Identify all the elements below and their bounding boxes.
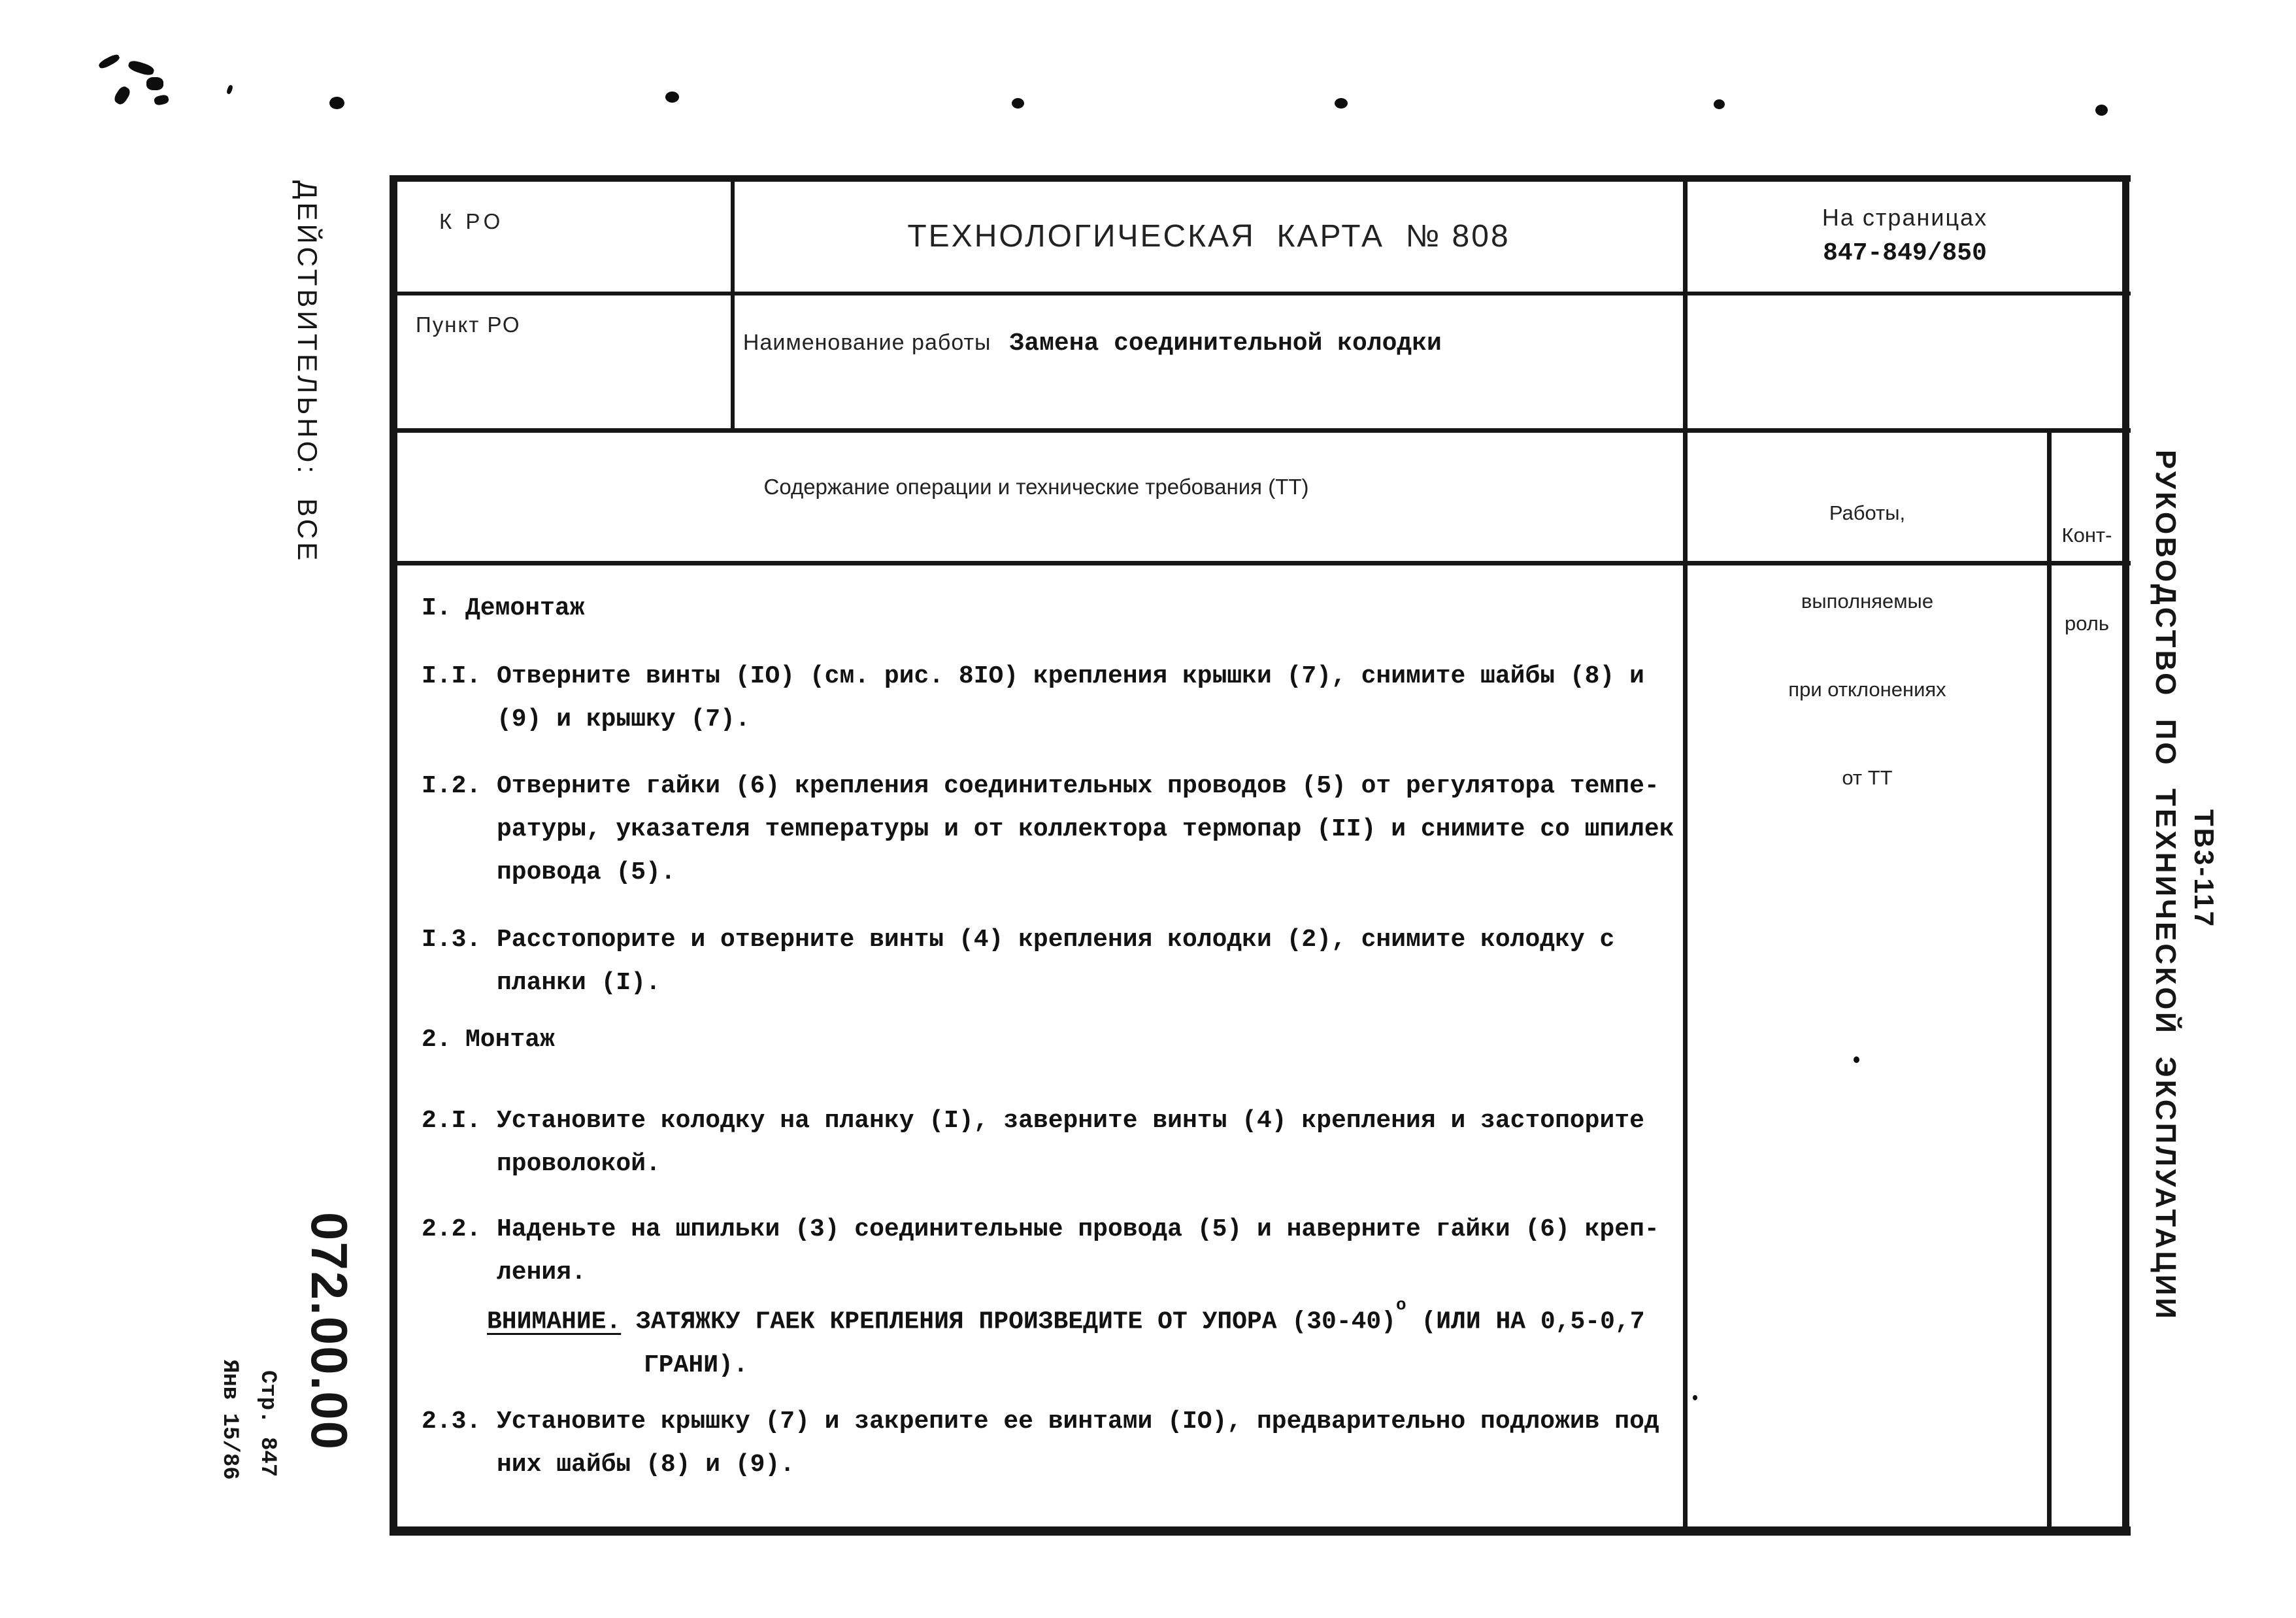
step-text-line: Монтаж xyxy=(465,1026,555,1054)
scan-dot xyxy=(1012,98,1024,109)
step-number: 2. xyxy=(422,1026,452,1054)
attention-line xyxy=(487,1293,1645,1344)
column-header-content: Содержание операции и технические требования (ТТ) xyxy=(763,475,1309,499)
scan-smudge xyxy=(154,94,169,106)
procedure-step xyxy=(422,1208,1659,1294)
step-text-line: Отверните гайки (6) крепления соединительных проводов (5) от регулятора темпе- xyxy=(497,772,1659,800)
column-header-deviations-line: от ТТ xyxy=(1842,766,1893,789)
scan-dot xyxy=(1854,1056,1859,1063)
column-header-control-line: Конт- xyxy=(2061,524,2112,547)
scan-smudge xyxy=(146,77,163,90)
scan-dot xyxy=(2095,105,2108,116)
step-text-line: ратуры, указателя температуры и от коллектора термопар (II) и снимите со шпилек xyxy=(497,815,1674,843)
step-number: 2.I. xyxy=(422,1107,482,1135)
k-ro-label: К РО xyxy=(439,209,505,233)
column-header-deviations-line: выполняемые xyxy=(1801,590,1934,613)
table-column-divider xyxy=(2047,428,2052,1536)
step-text-line: Демонтаж xyxy=(465,594,585,622)
step-number: 2.3. xyxy=(422,1407,482,1436)
column-header-control xyxy=(2052,462,2122,667)
card-title: ТЕХНОЛОГИЧЕСКАЯ КАРТА № 808 xyxy=(907,219,1510,254)
procedure-step xyxy=(422,919,1614,1005)
table-column-divider xyxy=(1683,175,1688,1536)
step-text-line: них шайбы (8) и (9). xyxy=(497,1451,795,1479)
manual-title-sidebar: РУКОВОДСТВО ПО ТЕХНИЧЕСКОЙ ЭКСПЛУАТАЦИИ xyxy=(2150,450,2182,1322)
step-text-line: ления. xyxy=(497,1258,586,1287)
step-number: I. xyxy=(422,594,452,622)
scan-dot xyxy=(329,97,344,109)
table-column-divider xyxy=(731,175,735,433)
column-header-control-line: роль xyxy=(2064,612,2110,635)
step-text-line: Расстопорите и отверните винты (4) крепления колодки (2), снимите колодку с xyxy=(497,926,1615,954)
step-number: I.I. xyxy=(422,662,482,690)
page-ref: Стр. 847 xyxy=(255,1370,280,1477)
scan-dot xyxy=(1335,98,1348,109)
work-name-label: Наименование работы xyxy=(742,330,991,355)
scan-dot xyxy=(1714,99,1725,109)
step-text-line: Установите крышку (7) и закрепите ее винтами (IO), предварительно подложив под xyxy=(497,1407,1659,1436)
step-text-line: Отверните винты (IO) (см. рис. 8IO) крепления крышки (7), снимите шайбы (8) и xyxy=(497,662,1644,690)
work-name-row xyxy=(737,318,1442,358)
procedure-step xyxy=(422,1400,1659,1487)
procedure-section xyxy=(422,1019,555,1062)
step-text-line: (9) и крышку (7). xyxy=(497,705,750,733)
column-header-deviations-line: Работы, xyxy=(1829,501,1906,524)
attention-text: ЗАТЯЖКУ ГАЕК КРЕПЛЕНИЯ ПРОИЗВЕДИТЕ ОТ УПОРА (30-40) xyxy=(621,1307,1397,1336)
table-row-divider xyxy=(390,292,2131,295)
scan-mark xyxy=(226,84,233,95)
attention-label: ВНИМАНИЕ. xyxy=(487,1307,622,1336)
date-ref: Янв 15/86 xyxy=(217,1360,242,1480)
step-number: I.2. xyxy=(422,772,482,800)
engine-code-sidebar: ТВ3-117 xyxy=(2189,809,2220,929)
pages-value: 847-849/850 xyxy=(1823,239,1987,267)
scan-smudge xyxy=(112,84,132,106)
table-border-left xyxy=(390,175,397,1536)
validity-stamp: ДЕЙСТВИТЕЛЬНО: ВСЕ xyxy=(292,180,323,564)
attention-note xyxy=(487,1293,1645,1387)
step-text-line: Установите колодку на планку (I), заверните винты (4) крепления и застопорите xyxy=(497,1107,1644,1135)
procedure-section xyxy=(422,587,584,630)
table-border-top xyxy=(390,175,2131,182)
procedure-step xyxy=(422,1100,1644,1186)
step-text-line: провода (5). xyxy=(497,858,676,886)
doc-number-stamp: 072.00.00 xyxy=(301,1212,358,1451)
step-number: 2.2. xyxy=(422,1215,482,1243)
table-border-bottom xyxy=(390,1526,2131,1536)
procedure-step xyxy=(422,655,1644,741)
column-header-deviations xyxy=(1688,439,2047,822)
attention-text: (ИЛИ НА 0,5-0,7 xyxy=(1406,1307,1645,1336)
step-number: I.3. xyxy=(422,926,482,954)
step-text-line: Наденьте на шпильки (3) соединительные провода (5) и наверните гайки (6) креп- xyxy=(497,1215,1659,1243)
procedure-step xyxy=(422,765,1674,894)
table-row-divider xyxy=(390,428,2131,433)
scan-dot xyxy=(1693,1395,1697,1400)
step-text-line: проволокой. xyxy=(497,1150,661,1178)
scan-smudge xyxy=(127,59,156,77)
scan-smudge xyxy=(97,53,121,71)
step-text-line: планки (I). xyxy=(497,969,661,997)
scan-dot xyxy=(665,92,679,103)
column-header-deviations-line: при отклонениях xyxy=(1788,678,1946,701)
punkt-ro-label: Пункт РО xyxy=(416,312,521,337)
table-border-right xyxy=(2122,175,2129,1536)
pages-label: На страницах xyxy=(1822,204,1988,231)
attention-line: ГРАНИ). xyxy=(644,1351,748,1379)
degree-superscript: о xyxy=(1396,1295,1406,1315)
work-name-value: Замена соединительной колодки xyxy=(1009,329,1442,358)
